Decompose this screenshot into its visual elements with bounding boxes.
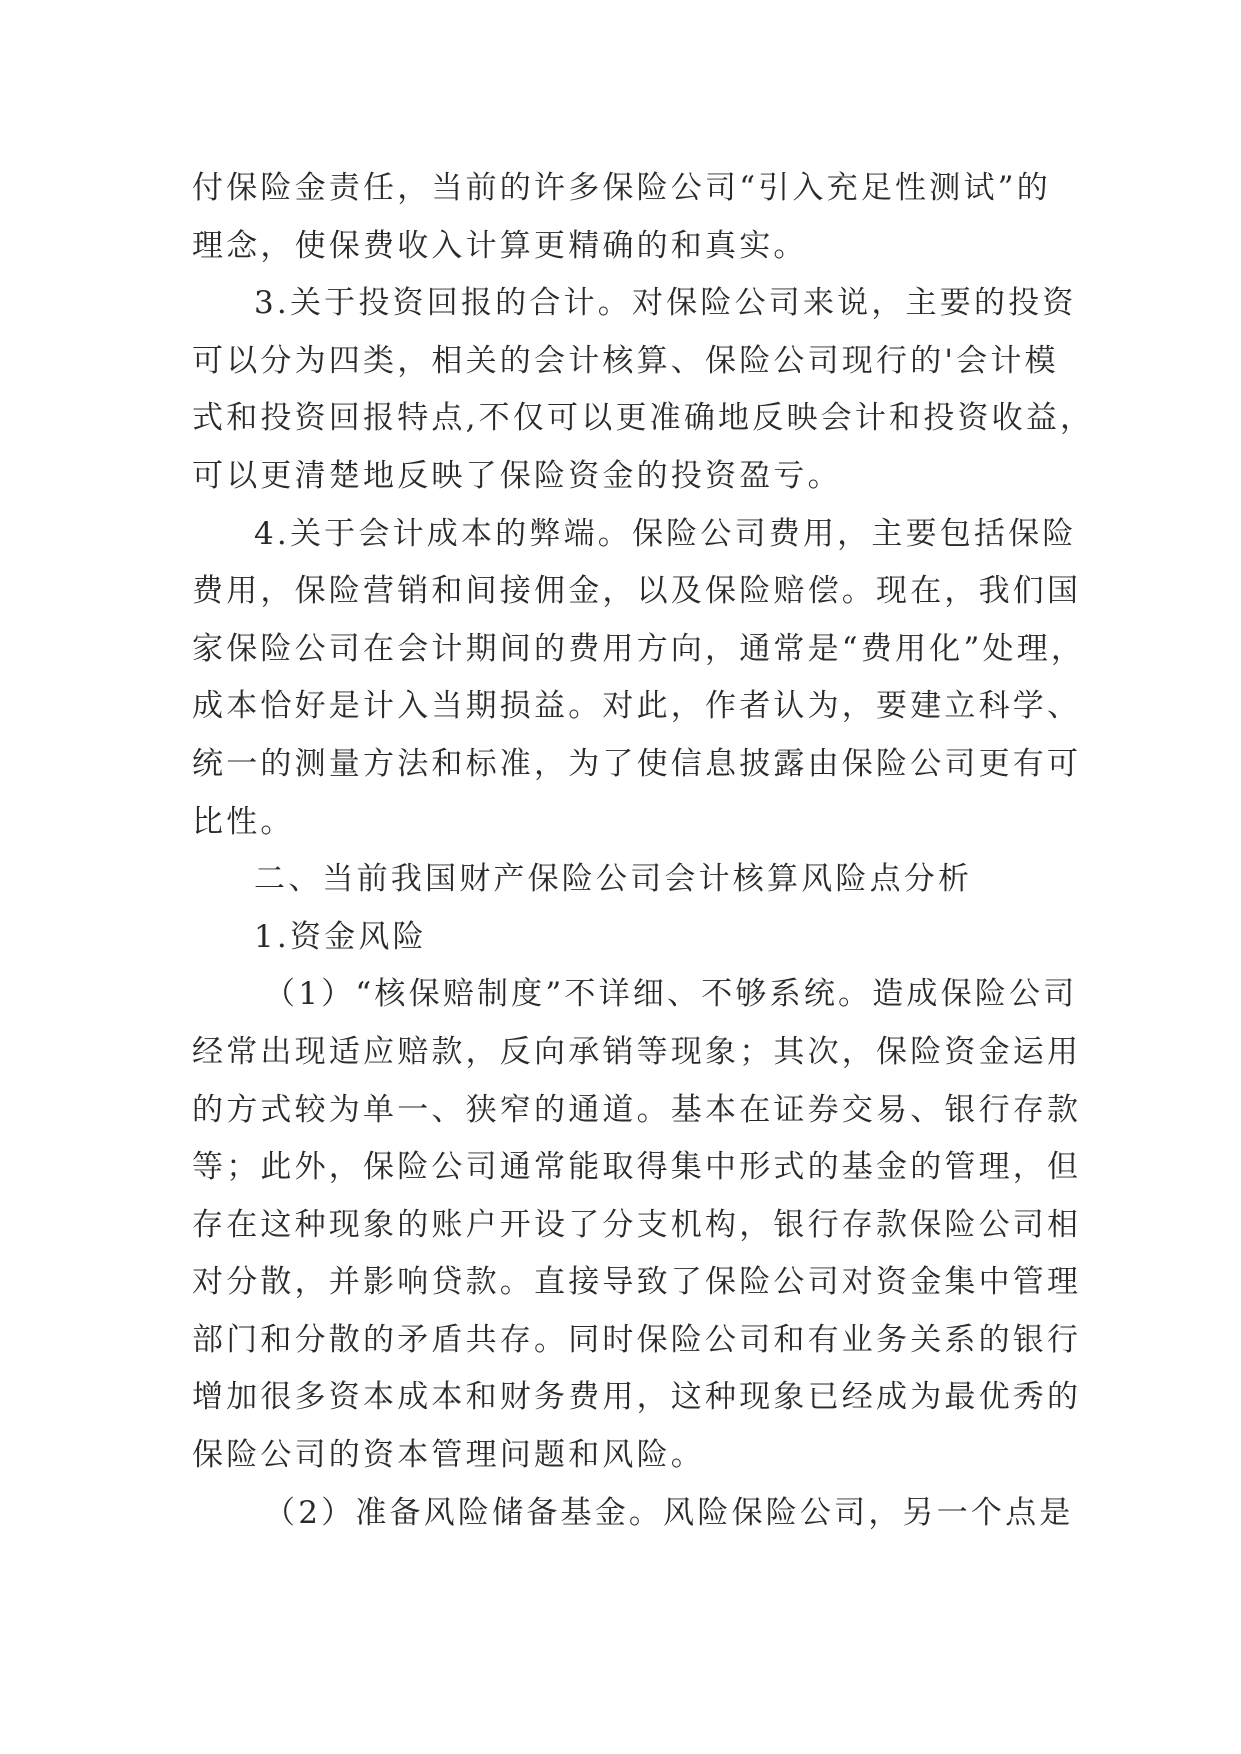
- body-line: 增加很多资本成本和财务费用，这种现象已经成为最优秀的: [192, 1379, 1082, 1416]
- body-line: （1）“核保赔制度”不详细、不够系统。造成保险公司: [264, 976, 1078, 1013]
- body-line: 比性。: [192, 803, 295, 840]
- body-line: 付保险金责任，当前的许多保险公司“引入充足性测试”的: [192, 170, 1051, 206]
- body-line: 经常出现适应赔款，反向承销等现象；其次，保险资金运用: [192, 1033, 1082, 1070]
- body-line: 费用，保险营销和间接佣金，以及保险赔偿。现在，我们国: [192, 573, 1082, 610]
- body-line: 等；此外，保险公司通常能取得集中形式的基金的管理，但: [192, 1149, 1082, 1186]
- body-line: 成本恰好是计入当期损益。对此，作者认为，要建立科学、: [192, 688, 1082, 725]
- body-line: 统一的测量方法和标准，为了使信息披露由保险公司更有可: [192, 745, 1082, 782]
- body-line: 部门和分散的矛盾共存。同时保险公司和有业务关系的银行: [192, 1321, 1082, 1358]
- body-line: 保险公司的资本管理问题和风险。: [192, 1437, 705, 1474]
- subsection-heading: 1.资金风险: [254, 918, 427, 955]
- body-line: 家保险公司在会计期间的费用方向，通常是“费用化”处理，: [192, 630, 1086, 667]
- body-line: 4.关于会计成本的弊端。保险公司费用，主要包括保险: [254, 515, 1077, 552]
- document-body: [192, 160, 1095, 1542]
- body-line: 式和投资回报特点,不仅可以更准确地反映会计和投资收益，: [192, 400, 1095, 437]
- body-line: 理念，使保费收入计算更精确的和真实。: [192, 227, 808, 264]
- body-line: 可以更清楚地反映了保险资金的投资盈亏。: [192, 457, 842, 494]
- section-heading: 二、当前我国财产保险公司会计核算风险点分析: [254, 861, 973, 898]
- body-line: 可以分为四类，相关的会计核算、保险公司现行的'会计模: [192, 342, 1059, 379]
- body-line: 存在这种现象的账户开设了分支机构，银行存款保险公司相: [192, 1206, 1082, 1243]
- body-line: （2）准备风险储备基金。风险保险公司，另一个点是: [264, 1494, 1074, 1531]
- body-line: 的方式较为单一、狭窄的通道。基本在证券交易、银行存款: [192, 1091, 1082, 1128]
- body-line: 对分散，并影响贷款。直接导致了保险公司对资金集中管理: [192, 1264, 1082, 1301]
- body-line: 3.关于投资回报的合计。对保险公司来说，主要的投资: [254, 285, 1077, 322]
